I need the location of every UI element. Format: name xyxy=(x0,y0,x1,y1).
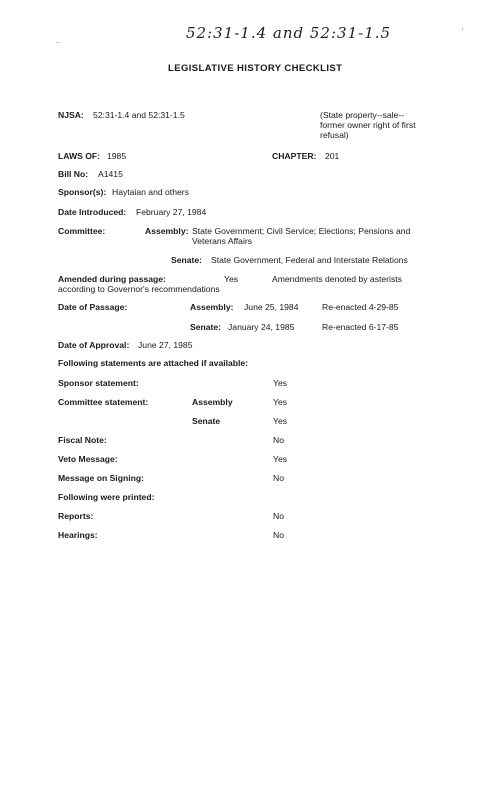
amended-value: Yes xyxy=(224,274,239,284)
chapter-label: CHAPTER: xyxy=(272,151,317,161)
sponsors-label: Sponsor(s): xyxy=(58,187,107,197)
passage-assembly-date: June 25, 1984 xyxy=(244,302,299,312)
sponsor-statement-value: Yes xyxy=(273,378,288,388)
committee-statement-senate-value: Yes xyxy=(273,416,288,426)
njsa-note-line-3: refusal) xyxy=(320,130,349,140)
amended-note-line-2: according to Governor's recommendations xyxy=(58,284,220,294)
committee-senate-value: State Government, Federal and Interstate Relations xyxy=(211,255,408,265)
handwritten-citation: 52:31-1.4 and 52:31-1.5 xyxy=(186,24,392,42)
committee-assembly-line-1: State Government; Civil Service; Elections; Pensions and xyxy=(192,226,411,236)
committee-assembly-label: Assembly: xyxy=(145,226,189,236)
message-signing-label: Message on Signing: xyxy=(58,473,144,483)
committee-label: Committee: xyxy=(58,226,106,236)
committee-statement-assembly-value: Yes xyxy=(273,397,288,407)
scan-mark-left: .. xyxy=(56,38,60,45)
passage-assembly-note: Re-enacted 4-29-85 xyxy=(322,302,399,312)
committee-statement-senate-label: Senate xyxy=(192,416,221,426)
amended-label: Amended during passage: xyxy=(58,274,166,284)
veto-message-value: Yes xyxy=(273,454,288,464)
following-printed-heading: Following were printed: xyxy=(58,492,155,502)
laws-of-label: LAWS OF: xyxy=(58,151,101,161)
committee-senate-label: Senate: xyxy=(171,255,203,265)
scan-mark-right: ‘ xyxy=(462,28,464,35)
date-introduced-label: Date Introduced: xyxy=(58,207,127,217)
passage-senate-date: January 24, 1985 xyxy=(228,322,295,332)
message-signing-value: No xyxy=(273,473,284,483)
njsa-label: NJSA: xyxy=(58,110,84,120)
passage-senate-note: Re-enacted 6-17-85 xyxy=(322,322,399,332)
chapter-value: 201 xyxy=(325,151,340,161)
following-attached-heading: Following statements are attached if available: xyxy=(58,358,249,368)
veto-message-label: Veto Message: xyxy=(58,454,118,464)
fiscal-note-value: No xyxy=(273,435,284,445)
reports-value: No xyxy=(273,511,284,521)
fiscal-note-label: Fiscal Note: xyxy=(58,435,107,445)
hearings-value: No xyxy=(273,530,284,540)
bill-no-label: Bill No: xyxy=(58,169,89,179)
date-introduced-value: February 27, 1984 xyxy=(136,207,207,217)
committee-statement-label: Committee statement: xyxy=(58,397,149,407)
page-title: LEGISLATIVE HISTORY CHECKLIST xyxy=(168,63,343,74)
approval-value: June 27, 1985 xyxy=(138,340,193,350)
passage-assembly-label: Assembly: xyxy=(190,302,234,312)
committee-assembly-line-2: Veterans Affairs xyxy=(192,236,253,246)
njsa-value: 52:31-1.4 and 52:31-1.5 xyxy=(93,110,185,120)
reports-label: Reports: xyxy=(58,511,94,521)
passage-senate-label: Senate: xyxy=(190,322,222,332)
sponsor-statement-label: Sponsor statement: xyxy=(58,378,139,388)
hearings-label: Hearings: xyxy=(58,530,98,540)
committee-statement-assembly-label: Assembly xyxy=(192,397,233,407)
approval-label: Date of Approval: xyxy=(58,340,130,350)
amended-note: Amendments denoted by asterists xyxy=(272,274,402,284)
bill-no-value: A1415 xyxy=(98,169,123,179)
laws-of-value: 1985 xyxy=(107,151,127,161)
njsa-note-line-2: former owner right of first xyxy=(320,120,416,130)
sponsors-value: Haytaian and others xyxy=(112,187,189,197)
passage-label: Date of Passage: xyxy=(58,302,128,312)
njsa-note-line-1: (State property--sale-- xyxy=(320,110,405,120)
